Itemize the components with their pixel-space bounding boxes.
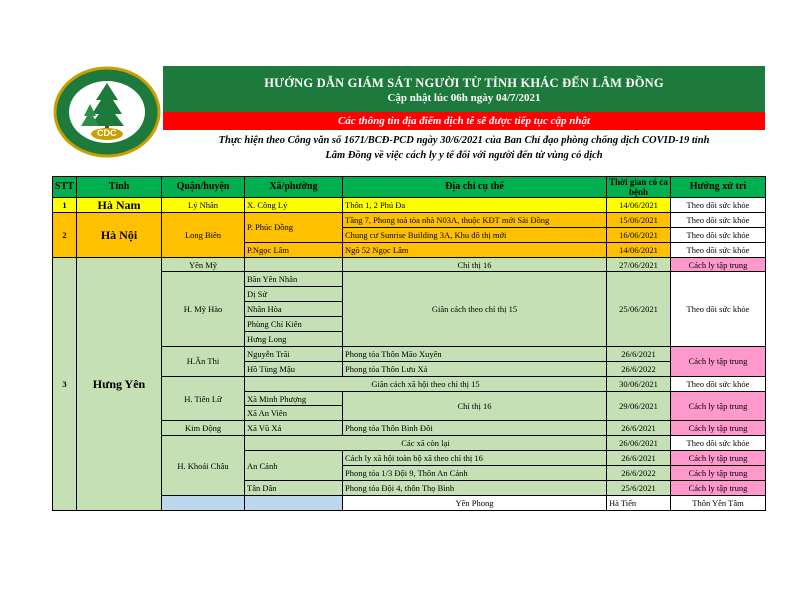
cell-action: Cách ly tập trung xyxy=(671,346,766,376)
cell-ward: Xã Minh Phượng xyxy=(245,391,343,406)
cell-date: 14/06/2021 xyxy=(607,242,671,257)
col-tinh: Tỉnh xyxy=(77,177,162,198)
description xyxy=(163,131,765,167)
cell-address: Phong tỏa Thôn Bình Đôi xyxy=(343,421,607,436)
cell-date: 26/06/2021 xyxy=(607,436,671,451)
logo-abbr: CDC xyxy=(97,128,117,138)
cell-action: Theo dõi sức khỏe xyxy=(671,272,766,346)
cell-date: 26/6/2021 xyxy=(607,421,671,436)
cell-district: Yên Mỹ xyxy=(162,257,245,272)
cell-district: H. Mỹ Hào xyxy=(162,272,245,346)
table-row xyxy=(53,257,766,272)
cell-ward: P.Ngọc Lâm xyxy=(245,242,343,257)
description-line-1: Thực hiện theo Công văn số 1671/BCĐ-PCD ngày 30/6/2021 của Ban Chỉ đạo phòng chống dịch COVID-19 tỉnh xyxy=(218,135,710,146)
page-title: HƯỚNG DẪN GIÁM SÁT NGƯỜI TỪ TỈNH KHÁC ĐẾN LÂM ĐỒNG xyxy=(264,76,664,90)
cell-date: 26/6/2022 xyxy=(607,361,671,376)
cell-province: Hà Nam xyxy=(77,198,162,213)
surveillance-table xyxy=(52,176,766,511)
cell-address: Thôn 1, 2 Phú Đa xyxy=(343,198,607,213)
cell-date: 14/06/2021 xyxy=(607,198,671,213)
cell-province: Hưng Yên xyxy=(77,257,162,510)
col-thoigian: Thời gian có ca bệnh xyxy=(607,177,671,198)
cell-date: 30/06/2021 xyxy=(607,376,671,391)
table-row xyxy=(53,212,766,227)
cell-address: Phong tỏa Đội 4, thôn Thọ Bình xyxy=(343,480,607,495)
cell-action: Theo dõi sức khỏe xyxy=(671,242,766,257)
cell-ward: Phùng Chí Kiên xyxy=(245,317,343,332)
cell-address: Thôn Yên Tâm xyxy=(671,495,766,510)
cell-ward: Hồ Tùng Mậu xyxy=(245,361,343,376)
cell-province xyxy=(245,495,343,510)
title-banner xyxy=(163,66,765,112)
cell-ward: Dị Sử xyxy=(245,287,343,302)
cell-district: Kim Động xyxy=(162,421,245,436)
cell-stt: 1 xyxy=(53,198,77,213)
cell-stt: 2 xyxy=(53,212,77,257)
notice-banner: Các thông tin địa điểm dịch tễ sẽ được tiếp tục cập nhật xyxy=(163,112,765,130)
col-diachi: Địa chỉ cụ thể xyxy=(343,177,607,198)
cell-date: 16/06/2021 xyxy=(607,227,671,242)
cell-stt xyxy=(162,495,245,510)
cell-ward: Hà Tiến xyxy=(607,495,671,510)
cell-date: 15/06/2021 xyxy=(607,212,671,227)
cell-stt: 3 xyxy=(53,257,77,510)
cell-address: Giãn cách theo chỉ thị 15 xyxy=(343,272,607,346)
table-row xyxy=(53,198,766,213)
cell-ward: An Cảnh xyxy=(245,451,343,481)
cell-address: Phong tỏa Thôn Mão Xuyên xyxy=(343,346,607,361)
update-time: Cập nhật lúc 06h ngày 04/7/2021 xyxy=(387,92,541,104)
cell-ward: P. Phúc Đồng xyxy=(245,212,343,242)
cell-date: 29/06/2021 xyxy=(607,391,671,421)
cell-ward: Tân Dân xyxy=(245,480,343,495)
cell-district: H.Ân Thi xyxy=(162,346,245,376)
cell-action: Theo dõi sức khỏe xyxy=(671,376,766,391)
cell-address: Chỉ thị 16 xyxy=(343,391,607,421)
cell-date: 27/06/2021 xyxy=(607,257,671,272)
cell-ward xyxy=(245,257,343,272)
cell-action: Cách ly tập trung xyxy=(671,421,766,436)
cell-district: Yên Phong xyxy=(343,495,607,510)
cell-district: Long Biên xyxy=(162,212,245,257)
col-quan: Quận/huyện xyxy=(162,177,245,198)
cell-district: H. Khoái Châu xyxy=(162,436,245,496)
cell-action: Cách ly tập trung xyxy=(671,391,766,421)
col-stt: STT xyxy=(53,177,77,198)
cell-address: Tầng 7, Phong toả tòa nhà N03A, thuộc KĐT mới Sài Đồng xyxy=(343,212,607,227)
cell-address: Chỉ thị 16 xyxy=(343,257,607,272)
cell-action: Theo dõi sức khỏe xyxy=(671,212,766,227)
cell-address: Phong tỏa 1/3 Đội 9, Thôn An Cảnh xyxy=(343,466,607,481)
cell-action: Cách ly tập trung xyxy=(671,480,766,495)
cell-action: Theo dõi sức khỏe xyxy=(671,227,766,242)
cell-ward: Nhân Hòa xyxy=(245,302,343,317)
cell-date: 25/6/2021 xyxy=(607,480,671,495)
cell-date: 26/6/2021 xyxy=(607,346,671,361)
cell-ward: Nguyễn Trãi xyxy=(245,346,343,361)
cell-address: Giãn cách xã hội theo chỉ thị 15 xyxy=(245,376,607,391)
cell-address: Chung cư Sunrise Building 3A, Khu đô thị mới xyxy=(343,227,607,242)
cell-date: 26/6/2021 xyxy=(607,451,671,466)
col-huong: Hướng xử trí xyxy=(671,177,766,198)
cell-address: Cách ly xã hội toàn bộ xã theo chỉ thị 16 xyxy=(343,451,607,466)
cell-address: Các xã còn lại xyxy=(245,436,607,451)
cell-ward: Hưng Long xyxy=(245,332,343,347)
cdc-logo xyxy=(52,66,162,158)
cell-address: Ngõ 52 Ngọc Lâm xyxy=(343,242,607,257)
cell-action: Theo dõi sức khỏe xyxy=(671,436,766,451)
description-line-2: Lâm Đồng về việc cách ly y tế đối với người đến từ vùng có dịch xyxy=(325,150,603,161)
cell-address: Phong tỏa Thôn Lưu Xá xyxy=(343,361,607,376)
col-xa: Xã/phường xyxy=(245,177,343,198)
cell-ward: Xã An Viên xyxy=(245,406,343,421)
cell-action: Theo dõi sức khỏe xyxy=(671,198,766,213)
cell-ward: Xã Vũ Xá xyxy=(245,421,343,436)
cell-action: Cách ly tập trung xyxy=(671,451,766,466)
cell-action: Cách ly tập trung xyxy=(671,257,766,272)
cell-date: 25/06/2021 xyxy=(607,272,671,346)
cell-action: Cách ly tập trung xyxy=(671,466,766,481)
cell-ward: X. Công Lý xyxy=(245,198,343,213)
cell-ward: Bần Yên Nhân xyxy=(245,272,343,287)
cell-province: Hà Nội xyxy=(77,212,162,257)
cell-date: 26/6/2022 xyxy=(607,466,671,481)
cell-district: H. Tiên Lữ xyxy=(162,376,245,421)
cell-district: Lý Nhân xyxy=(162,198,245,213)
